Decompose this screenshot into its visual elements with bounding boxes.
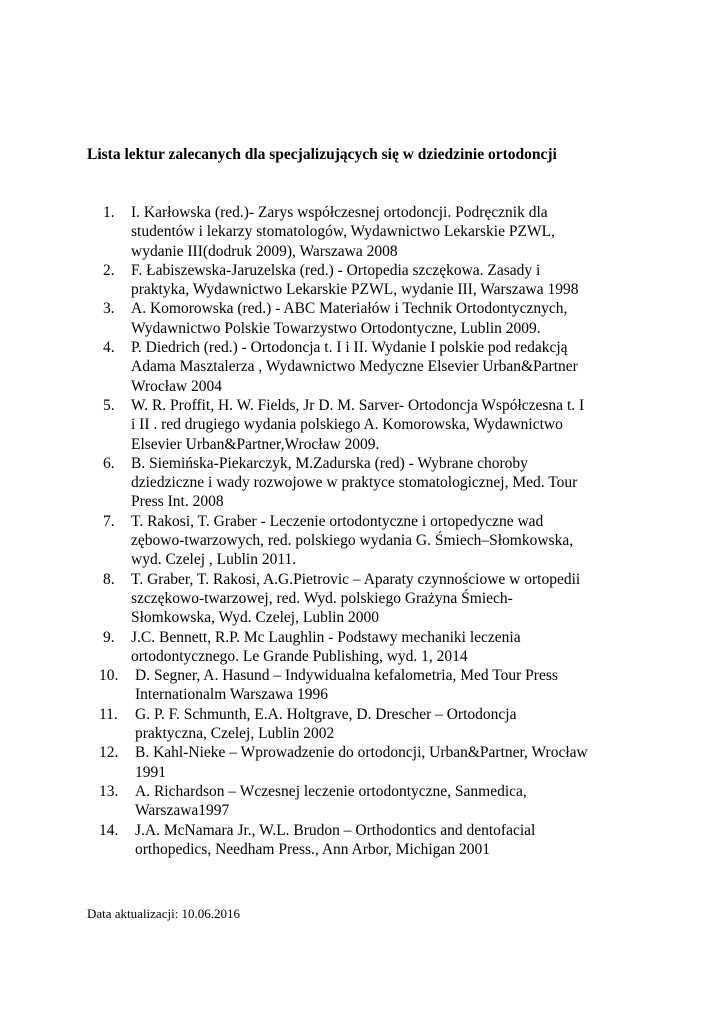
list-item-text-line: Wydawnictwo Polskie Towarzystwo Ortodontyczne, Lublin 2009. <box>131 319 541 337</box>
list-item <box>99 782 643 821</box>
list-item <box>103 570 643 628</box>
list-item-text-line: J.C. Bennett, R.P. Mc Laughlin - Podstawy mechaniki leczenia <box>131 628 521 646</box>
list-item-text-line: B. Kahl-Nieke – Wprowadzenie do ortodoncji, Urban&Partner, Wrocław <box>135 744 588 762</box>
list-item-number: 8. <box>103 570 115 588</box>
list-item-text-line: zębowo-twarzowych, red. polskiego wydania G. Śmiech–Słomkowska, <box>131 532 574 550</box>
list-item-text-line: 1991 <box>135 763 166 781</box>
list-item-text-line: D. Segner, A. Hasund – Indywidualna kefalometria, Med Tour Press <box>135 667 558 685</box>
list-item <box>99 666 643 705</box>
list-item-number: 2. <box>103 261 115 279</box>
list-item <box>103 299 643 338</box>
list-item-text-line: wydanie III(dodruk 2009), Warszawa 2008 <box>131 242 398 260</box>
update-date: Data aktualizacji: 10.06.2016 <box>87 906 241 921</box>
list-item-text-line: Adama Masztalerza , Wydawnictwo Medyczne Elsevier Urban&Partner <box>131 358 578 376</box>
list-item-text-line: B. Siemińska-Piekarczyk, M.Zadurska (red) - Wybrane choroby <box>131 454 528 472</box>
list-item-text-line: J.A. McNamara Jr., W.L. Brudon – Orthodontics and dentofacial <box>135 821 536 839</box>
reading-list <box>99 203 643 859</box>
list-item <box>103 396 643 454</box>
list-item <box>103 203 643 261</box>
list-item-text-line: G. P. F. Schmunth, E.A. Holtgrave, D. Drescher – Ortodoncja <box>135 705 517 723</box>
list-item <box>103 338 643 396</box>
list-item-text-line: Elsevier Urban&Partner,Wrocław 2009. <box>131 435 380 453</box>
list-item-number: 14. <box>99 821 119 839</box>
list-item-text-line: Press Int. 2008 <box>131 493 224 511</box>
list-item <box>103 261 643 300</box>
list-item <box>99 705 643 744</box>
list-item <box>99 743 643 782</box>
list-item-text-line: Warszawa1997 <box>135 802 230 820</box>
list-item-number: 6. <box>103 454 115 472</box>
list-item-text-line: P. Diedrich (red.) - Ortodoncja t. I i II. Wydanie I polskie pod redakcją <box>131 339 568 357</box>
list-item-number: 3. <box>103 300 115 318</box>
list-item-text-line: i II . red drugiego wydania polskiego A. Komorowska, Wydawnictwo <box>131 416 563 434</box>
list-item-text-line: ortodontycznego. Le Grande Publishing, wyd. 1, 2014 <box>131 647 468 665</box>
list-item-text-line: T. Rakosi, T. Graber - Leczenie ortodontyczne i ortopedyczne wad <box>131 512 544 530</box>
list-item-number: 11. <box>99 705 118 723</box>
list-item-text-line: T. Graber, T. Rakosi, A.G.Pietrovic – Aparaty czynnościowe w ortopedii <box>131 570 581 588</box>
page-title: Lista lektur zalecanych dla specjalizujących się w dziedzinie ortodoncji <box>87 146 557 163</box>
list-item <box>103 628 643 667</box>
list-item-number: 10. <box>99 667 119 685</box>
list-item-number: 1. <box>103 204 115 221</box>
list-item-text-line: praktyka, Wydawnictwo Lekarskie PZWL, wydanie III, Warszawa 1998 <box>131 281 579 299</box>
list-item-text-line: szczękowo-twarzowej, red. Wyd. polskiego Grażyna Śmiech- <box>131 589 513 607</box>
list-item-number: 7. <box>103 512 115 530</box>
list-item-text-line: A. Komorowska (red.) - ABC Materiałów i Technik Ortodontycznych, <box>131 300 568 318</box>
list-item-text-line: Wrocław 2004 <box>131 377 223 395</box>
list-item-text-line: orthopedics, Needham Press., Ann Arbor, Michigan 2001 <box>135 840 490 858</box>
list-item-text-line: praktyczna, Czelej, Lublin 2002 <box>135 725 335 743</box>
list-item <box>103 512 643 570</box>
list-item-text-line: A. Richardson – Wczesnej leczenie ortodontyczne, Sanmedica, <box>135 782 527 800</box>
list-item-number: 9. <box>103 628 115 646</box>
list-item-text-line: F. Łabiszewska-Jaruzelska (red.) - Ortopedia szczękowa. Zasady i <box>131 261 541 279</box>
list-item-text-line: Internationalm Warszawa 1996 <box>135 686 329 704</box>
list-item-number: 12. <box>99 744 119 762</box>
list-item-number: 4. <box>103 339 115 357</box>
list-item-text-line: I. Karłowska (red.)- Zarys współczesnej ortodoncji. Podręcznik dla <box>131 204 548 221</box>
list-item-text-line: dziedziczne i wady rozwojowe w praktyce stomatologicznej, Med. Tour <box>131 474 578 492</box>
list-item-number: 13. <box>99 782 119 800</box>
list-item <box>99 821 643 860</box>
list-item-text-line: Słomkowska, Wyd. Czelej, Lublin 2000 <box>131 609 380 627</box>
list-item-text-line: wyd. Czelej , Lublin 2011. <box>131 551 297 569</box>
list-item-number: 5. <box>103 396 115 414</box>
list-item <box>103 454 643 512</box>
list-item-text-line: W. R. Proffit, H. W. Fields, Jr D. M. Sarver- Ortodoncja Współczesna t. I <box>131 396 585 414</box>
list-item-text-line: studentów i lekarzy stomatologów, Wydawnictwo Lekarskie PZWL, <box>131 223 555 241</box>
